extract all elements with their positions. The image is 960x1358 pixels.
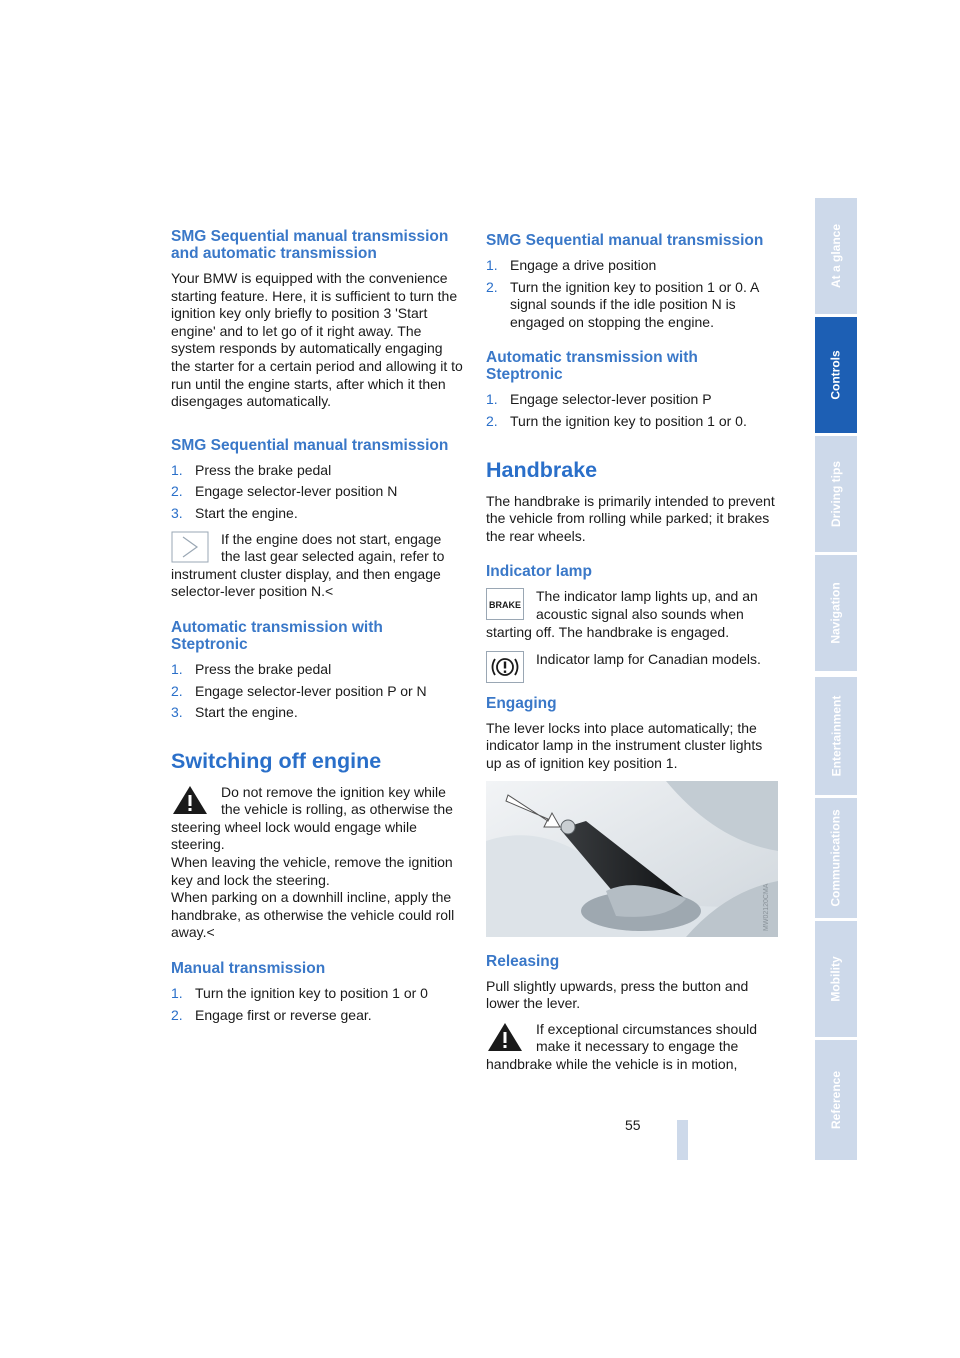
tab-at-a-glance[interactable]: At a glance	[815, 198, 857, 314]
left-column	[171, 228, 463, 1032]
list-item: 1. Engage selector-lever position P	[486, 391, 712, 408]
list-item: 1. Press the brake pedal	[171, 660, 332, 677]
list-item: 2. Turn the ignition key to position 1 or 0.	[486, 412, 747, 429]
brake-lamp-icon	[486, 588, 524, 620]
page-number-bar	[677, 1120, 688, 1160]
releasing-text: Pull slightly upwards, press the button and lower the lever.	[486, 977, 749, 1012]
chapter-tabs	[815, 198, 857, 1160]
heading-handbrake: Handbrake	[486, 457, 598, 482]
svg-text:MW02120CMA: MW02120CMA	[763, 883, 770, 931]
tab-controls[interactable]: Controls	[815, 317, 857, 433]
smg-start-steps	[171, 462, 463, 523]
tab-navigation[interactable]: Navigation	[815, 555, 857, 671]
tab-driving-tips[interactable]: Driving tips	[815, 436, 857, 552]
list-item: 2. Engage selector-lever position N	[171, 483, 398, 500]
handbrake-text: The handbrake is primarily intended to prevent the vehicle from rolling while parked; it brakes the rear wheels.	[486, 492, 775, 544]
page-number: 55	[625, 1117, 641, 1133]
list-item: 3. Start the engine.	[171, 504, 298, 521]
warning-ignition-key: Do not remove the ignition key while the vehicle is rolling, as otherwise the steering wheel lock would engage while steering. When leaving the vehicle, remove the ignition key and lock the steering. When parking on a downhill incline, apply the handbrake, as otherwise the vehicle could roll away.<	[171, 783, 455, 941]
list-item: 3. Start the engine.	[171, 704, 298, 721]
indicator-brake-note: BRAKE The indicator lamp lights up, and an acoustic signal also sounds when starting off. The handbrake is engaged.	[486, 588, 758, 640]
smg-off-steps	[486, 257, 778, 331]
list-item: 2. Turn the ignition key to position 1 or 0. A signal sounds if the idle position N is engaged on stopping the engine.	[486, 278, 759, 330]
list-item: 1. Turn the ignition key to position 1 or 0	[171, 985, 428, 1002]
list-item: 2. Engage selector-lever position P or N	[171, 682, 427, 699]
list-item: 2. Engage first or reverse gear.	[171, 1006, 372, 1023]
tab-communications[interactable]: Communications	[815, 798, 857, 918]
tab-reference[interactable]: Reference	[815, 1040, 857, 1160]
handbrake-photo	[486, 781, 778, 937]
svg-text:BRAKE: BRAKE	[488, 600, 522, 611]
heading-smg-off: SMG Sequential manual transmission	[486, 232, 764, 249]
engaging-text: The lever locks into place automatically; the indicator lamp in the instrument cluster lights up as of ignition key position 1.	[486, 719, 763, 771]
manual-steps	[171, 985, 463, 1024]
heading-automatic-steptronic: Automatic transmission with Steptronic	[171, 618, 383, 653]
indicator-canada-note: Indicator lamp for Canadian models.	[486, 651, 778, 669]
list-item: 1. Engage a drive position	[486, 257, 657, 273]
note-engine-not-start: If the engine does not start, engage the last gear selected again, refer to instrument cluster display, and then engage selector-lever position N.<	[171, 530, 445, 600]
tab-mobility[interactable]: Mobility	[815, 921, 857, 1037]
warning-triangle-icon	[171, 784, 209, 816]
tab-entertainment[interactable]: Entertainment	[815, 677, 857, 795]
heading-smg-automatic: SMG Sequential manual transmission and automatic transmission	[171, 228, 449, 262]
heading-switching-off: Switching off engine	[171, 748, 382, 773]
warning-triangle-icon	[486, 1021, 524, 1053]
note-arrow-icon	[171, 531, 209, 563]
list-item: 1. Press the brake pedal	[171, 461, 332, 478]
right-column	[486, 232, 778, 1081]
heading-indicator-lamp: Indicator lamp	[486, 563, 592, 581]
canadian-brake-lamp-icon	[486, 651, 524, 683]
heading-smg-sequential: SMG Sequential manual transmission	[171, 436, 449, 454]
automatic-start-steps	[171, 661, 463, 722]
heading-automatic-off: Automatic transmission with Steptronic	[486, 349, 698, 384]
heading-releasing: Releasing	[486, 952, 560, 970]
heading-manual-transmission: Manual transmission	[171, 960, 326, 978]
automatic-off-steps	[486, 391, 778, 430]
warning-handbrake-motion: If exceptional circumstances should make it necessary to engage the handbrake while the vehicle is in motion,	[486, 1020, 757, 1072]
convenience-start-text: Your BMW is equipped with the convenience starting feature. Here, it is sufficient to turn the ignition key only briefly to position 3 'Start engine' and to let go of it right away. The system responds by automatically engaging the starter for a certain period and allowing it to run until the engine starts, after which it then disengages automatically.	[171, 270, 463, 410]
heading-engaging: Engaging	[486, 694, 557, 712]
